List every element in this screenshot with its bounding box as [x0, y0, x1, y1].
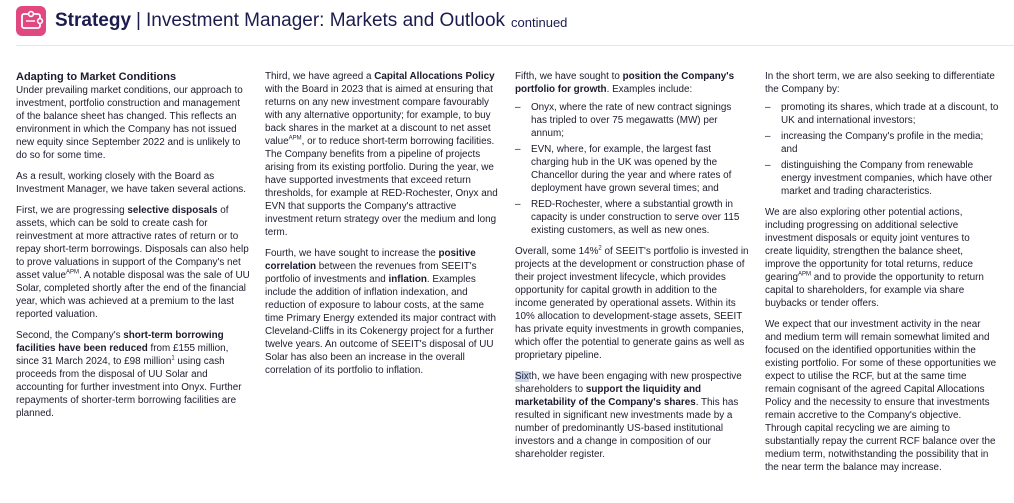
paragraph-disposals: First, we are progressing selective disposals of assets, which can be sold to create cash for reinvestment at more attractive rates of return or to repay short-term borrowings. Disposals can also help to prove valuations in support of the Company's net asset value$^{APM}$. A notable disposal was the sale of UU Solar, completed shortly after the end of the financial year, which was achieved at a premium to the last reported valuation.	[16, 205, 250, 320]
footnote-marker: 1	[171, 355, 175, 362]
list-item: – increasing the Company's profile in the media; and	[765, 130, 999, 156]
paragraph-borrowing: Second, the Company's short-term borrowing facilities have been reduced from £155 million, since 31 March 2024, to £98 million$^1$ using cash proceeds from the disposal of UU Solar and accounting for further investment into Onyx. Further repayments of shorter-term borrowing facilities are planned.	[16, 330, 242, 419]
list-item: – RED-Rochester, where a substantial growth in capacity is under construction to serve over 115 existing customers, as well as new ones.	[515, 198, 749, 237]
differentiation-list	[765, 101, 999, 198]
list-item: – distinguishing the Company from renewable energy investment companies, which have other market and trading characteristics.	[765, 159, 999, 198]
emphasis-borrowing-reduced: short-term borrowing facilities have been reduced	[16, 330, 224, 354]
paragraph-expectations: We expect that our investment activity in the near and medium term will remain somewhat limited and focused on the identified opportunities within the existing portfolio. For some of these opportunities we expect to utilise the RCF, but at the same time remain cognisant of the agreed Capital Allocations Policy and the necessity to ensure that investments remain accretive to the Company's objective. Through capital recycling we are aiming to substantially repay the current RCF balance over the medium term, notwithstanding the possibility that in the near term the balance may increase.	[765, 319, 997, 473]
paragraph-development: Overall, some 14%$^2$ of SEEIT's portfolio is invested in projects at the development or construction phase of their project investment lifecycle, which provides opportunity for capital growth in addition to the income generated by operational assets. Within its 10% allocation to development-stage assets, SEEIT has private equity investments in growth companies, which offer the potential to generate gains as well as proprietary pipeline.	[515, 245, 749, 361]
emphasis-selective-disposals: selective disposals	[127, 205, 218, 216]
paragraph-other-actions: We are also exploring other potential actions, including progressing on additional selective investment disposals or equity joint ventures to create liquidity, strengthen the balance sheet, improve the opportunity for total returns, reduce gearing$^{APM}$ and to provide the opportunity to return capital to shareholders, for example via share buybacks or tender offers.	[765, 207, 984, 309]
emphasis-inflation: inflation	[388, 274, 427, 285]
header-divider	[16, 45, 1014, 46]
apm-marker: APM	[288, 135, 302, 142]
section-heading: Adapting to Market Conditions	[16, 71, 177, 83]
paragraph-capital-policy: Third, we have agreed a Capital Allocations Policy with the Board in 2023 that is aimed at ensuring that returns on any new investment compare favourably with any alternative opportunity; for example, to buy back shares in the market at a discount to net asset value$^{APM}$, or to reduce short-term borrowing facilities. The Company benefits from a pipeline of projects arising from its existing portfolio. During the year, we have supported investments that exceed return thresholds, for example at RED-Rochester, Onyx and EVN that supports the Company's attractive investment return strategy over the medium and long term.	[265, 71, 498, 238]
title-separator: |	[136, 10, 141, 31]
paragraph-actions: As a result, working closely with the Board as Investment Manager, we have taken several actions.	[16, 171, 246, 195]
paragraph-correlation: Fourth, we have sought to increase the positive correlation between the revenues from SEEIT's portfolio of investments and inflation. Examples include the addition of inflation indexation, and reduction of exposure to labour costs, at the same time Primary Energy extended its major contract with Cleveland-Cliffs in its Cokenergy project for a further twelve years. An outcome of SEEIT's disposal of UU Solar has also been an increase in the overall correlation of its portfolio to inflation.	[265, 248, 497, 376]
page-header	[16, 6, 567, 36]
list-item: – Onyx, where the rate of new contract signings has tripled to over 75 megawatts (MW) per annum;	[515, 101, 749, 140]
strategy-puzzle-icon	[16, 6, 46, 36]
column-4	[765, 70, 999, 482]
emphasis-positive-correlation: positive correlation	[265, 248, 476, 272]
apm-marker: APM	[65, 269, 79, 276]
section-label: Strategy	[55, 10, 132, 31]
paragraph-liquidity: Sixth, we have been engaging with new prospective shareholders to support the liquidity and marketability of the Company's shares. This has resulted in significant new investments made by a number of predominantly US-based institutional investors and a change in composition of our shareholder register.	[515, 371, 742, 460]
continued-label: continued	[511, 14, 568, 30]
emphasis-capital-policy: Capital Allocations Policy	[374, 71, 495, 82]
growth-examples-list	[515, 101, 749, 237]
list-item: – promoting its shares, which trade at a discount, to UK and international investors;	[765, 101, 999, 127]
page-title: Investment Manager: Markets and Outlook	[145, 10, 506, 31]
apm-marker: APM	[797, 271, 811, 278]
column-1	[16, 70, 250, 428]
paragraph-intro: Under prevailing market conditions, our approach to investment, portfolio construction and management of the balance sheet has changed. This reflects an environment in which the Company has not issued new equity since September 2022 and is unlikely to do so for some time.	[16, 85, 243, 161]
emphasis-growth: position the Company's portfolio for growth	[515, 71, 735, 95]
paragraph-differentiate: In the short term, we are also seeking to differentiate the Company by:	[765, 71, 995, 95]
list-item: – EVN, where, for example, the largest fast charging hub in the UK was opened by the Chancellor during the year and where rates of deployment have grown several times; and	[515, 143, 749, 195]
emphasis-liquidity: support the liquidity and marketability of the Company's shares	[515, 384, 702, 408]
footnote-marker: 2	[598, 245, 602, 252]
paragraph-growth: Fifth, we have sought to position the Company's portfolio for growth. Examples include:	[515, 71, 735, 95]
text-selection-highlight[interactable]: Six	[515, 371, 529, 382]
column-3	[515, 70, 749, 469]
column-2	[265, 70, 499, 385]
